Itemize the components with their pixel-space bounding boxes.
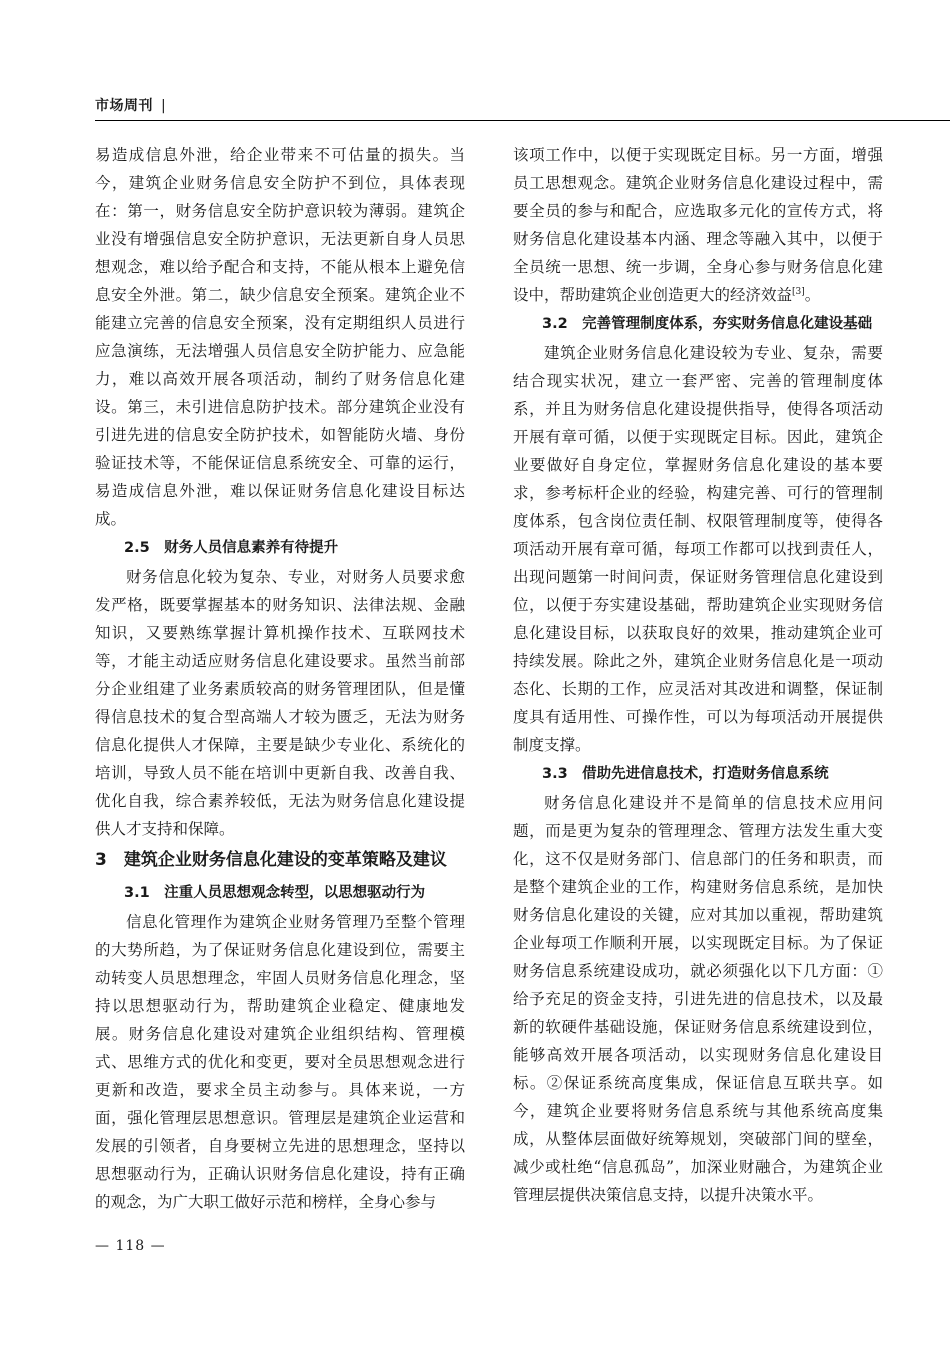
paragraph: 财务信息化较为复杂、专业，对财务人员要求愈发严格，既要掌握基本的财务知识、法律法规、金融知识，又要熟练掌握计算机操作技术、互联网技术等，才能主动适应财务信息化建设要求。虽然当前部分企业组建了业务素质较高的财务管理团队，但是懂得信息技术的复合型高端人才较为匮乏，无法为财务信息化提供人才保障，主要是缺少专业化、系统化的培训，导致人员不能在培训中更新自我、改善自我、优化自我，综合素养较低，无法为财务信息化建设提供人才支持和保障。 [95,568,465,838]
paragraph-text: 该项工作中，以便于实现既定目标。另一方面，增强员工思想观念。建筑企业财务信息化建设过程中，需要全员的参与和配合，应选取多元化的宣传方式，将财务信息化建设基本内涵、理念等融入其中，以便于全员统一思想、统一步调，全身心参与财务信息化建设中，帮助建筑企业创造更大的经济效益 [513,146,883,304]
paragraph: 建筑企业财务信息化建设较为专业、复杂，需要结合现实状况，建立一套严密、完善的管理制度体系，并且为财务信息化建设提供指导，使得各项活动开展有章可循，以便于实现既定目标。因此，建筑企业要做好自身定位，掌握财务信息化建设的基本要求，参考标杆企业的经验，构建完善、可行的管理制度体系，包含岗位责任制、权限管理制度等，使得各项活动开展有章可循，每项工作都可以找到责任人，出现问题第一时间问责，保证财务管理信息化建设到位，以便于夯实建设基础，帮助建筑企业实现财务信息化建设目标，以获取良好的效果，推动建筑企业可持续发展。除此之外，建筑企业财务信息化是一项动态化、长期的工作，应灵活对其改进和调整，保证制度具有适用性、可操作性，可以为每项活动开展提供制度支撑。 [513,344,883,754]
subsection-heading-3-1: 3.1 注重人员思想观念转型，以思想驱动行为 [124,885,426,901]
paragraph-end: 。 [804,286,821,304]
header-rule [95,120,950,121]
header-divider: | [161,98,167,114]
paragraph [513,141,883,309]
paragraph: 易造成信息外泄，给企业带来不可估量的损失。当今，建筑企业财务信息安全防护不到位，具体表现在：第一，财务信息安全防护意识较为薄弱。建筑企业没有增强信息安全防护意识，无法更新自身人员思想观念，难以给予配合和支持，不能从根本上避免信息安全外泄。第二，缺少信息安全预案。建筑企业不能建立完善的信息安全预案，没有定期组织人员进行应急演练，无法增强人员信息安全防护能力、应急能力，难以高效开展各项活动，制约了财务信息化建设。第三，未引进信息防护技术。部分建筑企业没有引进先进的信息安全防护技术，如智能防火墙、身份验证技术等，不能保证信息系统安全、可靠的运行，易造成信息外泄，难以保证财务信息化建设目标达成。 [95,146,465,528]
running-header [95,95,166,115]
subsection-heading-3-2: 3.2 完善管理制度体系，夯实财务信息化建设基础 [542,316,873,332]
section-heading-3: 3 建筑企业财务信息化建设的变革策略及建议 [95,850,447,870]
subsection-heading-3-3: 3.3 借助先进信息技术，打造财务信息系统 [542,766,829,782]
paragraph: 信息化管理作为建筑企业财务管理乃至整个管理的大势所趋，为了保证财务信息化建设到位，需要主动转变人员思想理念，牢固人员财务信息化理念，坚持以思想驱动行为，帮助建筑企业稳定、健康地发展。财务信息化建设对建筑企业组织结构、管理模式、思维方式的优化和变更，要对全员思想观念进行更新和改造，要求全员主动参与。具体来说，一方面，强化管理层思想意识。管理层是建筑企业运营和发展的引领者，自身要树立先进的思想理念，坚持以思想驱动行为，正确认识财务信息化建设，持有正确的观念，为广大职工做好示范和榜样，全身心参与 [95,913,465,1211]
right-column [513,141,883,1209]
citation-ref: [3] [792,286,805,297]
page-number: — 118 — [95,1238,166,1254]
left-column [95,141,465,1216]
subsection-heading-2-5: 2.5 财务人员信息素养有待提升 [124,540,339,556]
paragraph: 财务信息化建设并不是简单的信息技术应用问题，而是更为复杂的管理理念、管理方法发生重大变化，这不仅是财务部门、信息部门的任务和职责，而是整个建筑企业的工作，构建财务信息系统，是加快财务信息化建设的关键，应对其加以重视，帮助建筑企业每项工作顺利开展，以实现既定目标。为了保证财务信息系统建设成功，就必须强化以下几方面：①给予充足的资金支持，引进先进的信息技术，以及最新的软硬件基础设施，保证财务信息系统建设到位，能够高效开展各项活动，以实现财务信息化建设目标。②保证系统高度集成，保证信息互联共享。如今，建筑企业要将财务信息系统与其他系统高度集成，从整体层面做好统筹规划，突破部门间的壁垒，减少或杜绝“信息孤岛”，加深业财融合，为建筑企业管理层提供决策信息支持，以提升决策水平。 [513,794,883,1204]
journal-name: 市场周刊 [95,98,153,114]
